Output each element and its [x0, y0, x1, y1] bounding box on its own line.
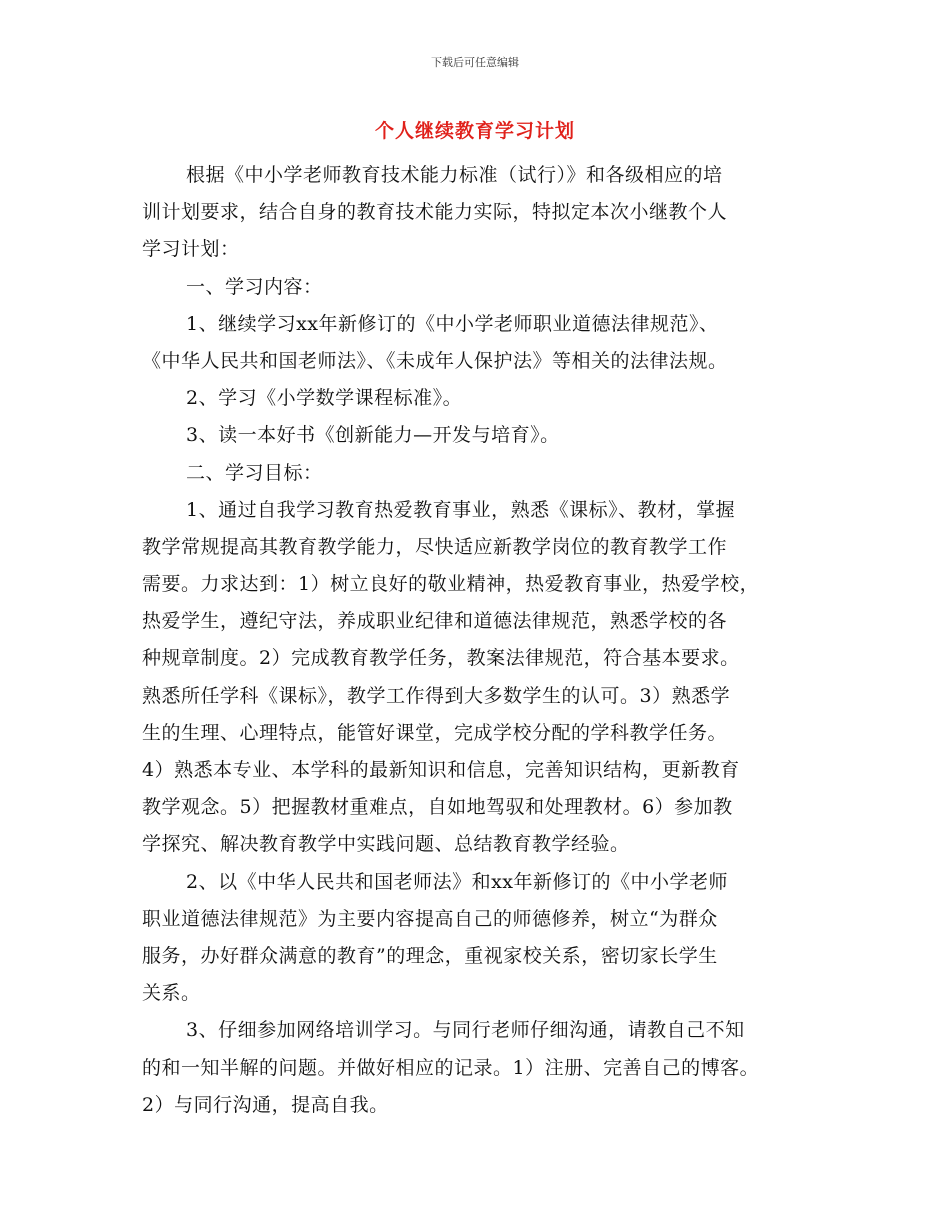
body-text-line: 的和一知半解的问题。并做好相应的记录。1）注册、完善自己的博客。 [142, 1056, 760, 1079]
body-text-line: 训计划要求，结合自身的教育技术能力实际，特拟定本次小继教个人 [142, 201, 728, 224]
body-text-line: 1、继续学习xx年新修订的《中小学老师职业道德法律规范》、 [186, 312, 719, 335]
body-text-line: 二、学习目标： [186, 461, 323, 484]
body-text-line: 2、学习《小学数学课程标准》。 [186, 387, 463, 410]
body-text-line: 根据《中小学老师教育技术能力标准（试行）》和各级相应的培 [186, 164, 723, 186]
body-text-line: 学习计划： [142, 238, 240, 261]
body-text-line: 服务，办好群众满意的教育”的理念，重视家校关系，密切家长学生 [142, 944, 718, 967]
document-title: 个人继续教育学习计划 [374, 120, 575, 142]
body-text-line: 关系。 [142, 982, 201, 1005]
body-text-line: 2、以《中华人民共和国老师法》和xx年新修订的《中小学老师 [186, 870, 729, 893]
page-header-note: 下载后可任意编辑 [431, 56, 519, 69]
body-text-line: 生的生理、心理特点，能管好课堂，完成学校分配的学科教学任务。 [142, 721, 728, 744]
body-text-line: 学探究、解决教育教学中实践问题、总结教育教学经验。 [142, 833, 630, 856]
body-text-line: 教学常规提高其教育教学能力，尽快适应新教学岗位的教育教学工作 [142, 535, 728, 558]
body-text-line: 一、学习内容： [186, 275, 323, 298]
body-text-line: 职业道德法律规范》为主要内容提高自己的师德修养，树立“为群众 [142, 907, 718, 930]
body-text-line: 教学观念。5）把握教材重难点，自如地驾驭和处理教材。6）参加教 [142, 796, 733, 819]
body-text-line: 3、仔细参加网络培训学习。与同行老师仔细沟通，请教自己不知 [186, 1019, 745, 1042]
body-text-line: 需要。力求达到：1）树立良好的敬业精神，热爱教育事业，热爱学校， [142, 573, 760, 596]
body-text-line: 1、通过自我学习教育热爱教育事业，熟悉《课标》、教材，掌握 [186, 498, 736, 521]
body-text-line: 种规章制度。2）完成教育教学任务，教案法律规范，符合基本要求。 [142, 647, 740, 670]
body-text-line: 3、读一本好书《创新能力—开发与培育》。 [186, 424, 560, 447]
body-text-line: 熟悉所任学科《课标》，教学工作得到大多数学生的认可。3）熟悉学 [142, 684, 731, 707]
body-text-line: 2）与同行沟通，提高自我。 [142, 1093, 389, 1116]
body-text-line: 4）熟悉本专业、本学科的最新知识和信息，完善知识结构，更新教育 [142, 759, 740, 781]
body-text-line: 热爱学生，遵纪守法，养成职业纪律和道德法律规范，熟悉学校的各 [142, 610, 728, 633]
body-text-line: 《中华人民共和国老师法》、《未成年人保护法》等相关的法律法规。 [142, 349, 728, 372]
document-body [142, 157, 818, 1124]
